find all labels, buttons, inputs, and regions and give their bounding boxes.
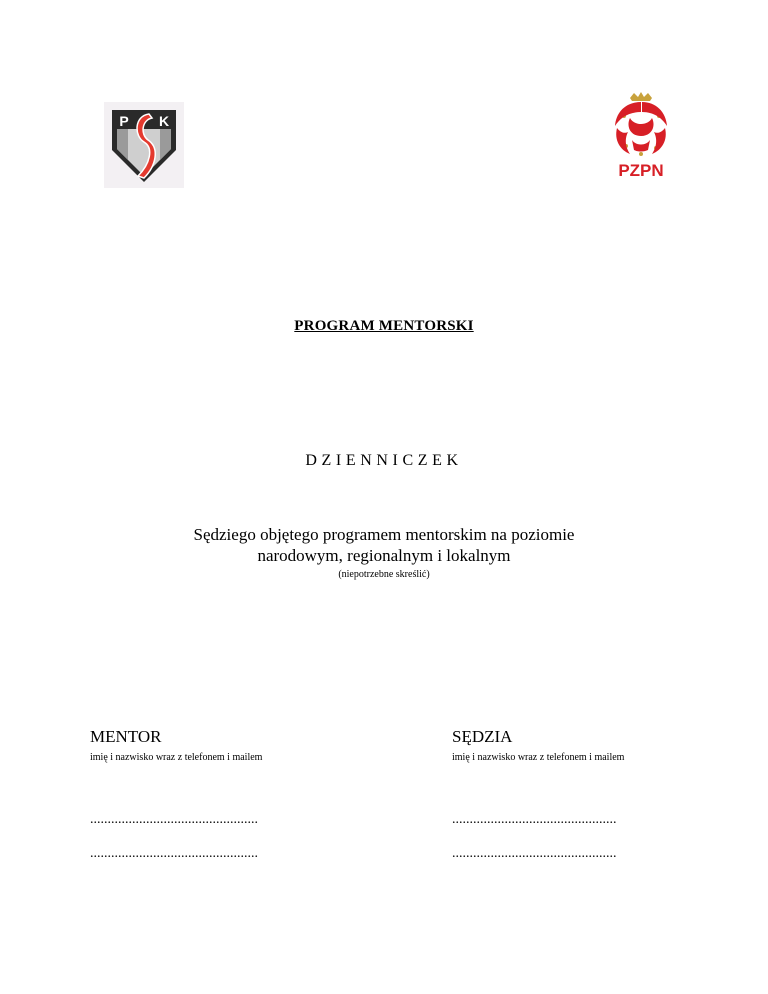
description-line-1: Sędziego objętego programem mentorskim na poziomie bbox=[193, 525, 575, 544]
pzpn-logo bbox=[608, 92, 674, 184]
pzpn-logo-text: PZPN bbox=[618, 161, 664, 180]
document-subtitle: DZIENNICZEK bbox=[305, 452, 463, 469]
judge-heading: SĘDZIA bbox=[452, 727, 513, 746]
document-description bbox=[0, 524, 768, 566]
judge-fill-line-2: ............................................... bbox=[452, 846, 617, 861]
description-line-2: narodowym, regionalnym i lokalnym bbox=[257, 546, 511, 565]
svg-text:K: K bbox=[158, 113, 170, 129]
mentor-subheading: imię i nazwisko wraz z telefonem i mailem bbox=[90, 752, 263, 763]
document-title: PROGRAM MENTORSKI bbox=[294, 318, 474, 334]
psk-logo bbox=[104, 102, 184, 188]
mentor-heading: MENTOR bbox=[90, 727, 162, 746]
mentor-fill-line-1: ................................................ bbox=[90, 812, 258, 827]
mentor-fill-line-2: ................................................ bbox=[90, 846, 258, 861]
judge-subheading: imię i nazwisko wraz z telefonem i mailem bbox=[452, 752, 625, 763]
svg-text:P: P bbox=[119, 113, 129, 129]
description-note: (niepotrzebne skreślić) bbox=[338, 569, 430, 580]
judge-fill-line-1: ............................................... bbox=[452, 812, 617, 827]
